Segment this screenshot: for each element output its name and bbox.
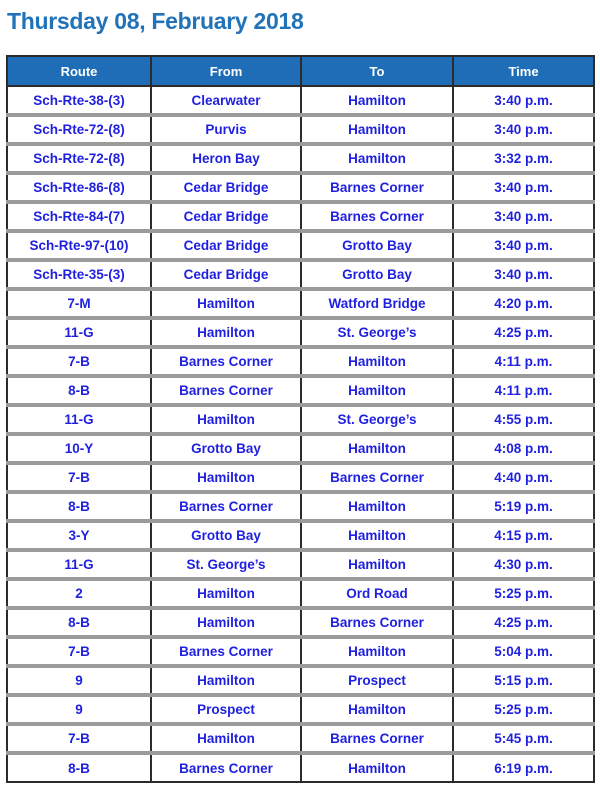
table-row: [7, 173, 594, 202]
cell-from: Barnes Corner: [151, 753, 301, 782]
cell-to: Hamilton: [301, 492, 453, 521]
cell-from: Cedar Bridge: [151, 231, 301, 260]
cell-to: Hamilton: [301, 695, 453, 724]
table-row: [7, 376, 594, 405]
cell-route: 7-B: [7, 637, 151, 666]
schedule-table: [6, 55, 595, 783]
cell-to: St. George’s: [301, 318, 453, 347]
cell-to: Hamilton: [301, 434, 453, 463]
cell-time: 3:40 p.m.: [453, 173, 594, 202]
table-row: [7, 86, 594, 115]
cell-to: St. George’s: [301, 405, 453, 434]
cell-time: 5:04 p.m.: [453, 637, 594, 666]
cell-route: Sch-Rte-72-(8): [7, 144, 151, 173]
cell-route: 7-M: [7, 289, 151, 318]
cell-to: Hamilton: [301, 753, 453, 782]
cell-route: Sch-Rte-72-(8): [7, 115, 151, 144]
cell-from: Hamilton: [151, 724, 301, 753]
table-row: [7, 724, 594, 753]
cell-route: Sch-Rte-38-(3): [7, 86, 151, 115]
cell-route: 11-G: [7, 318, 151, 347]
cell-from: Hamilton: [151, 405, 301, 434]
cell-route: 3-Y: [7, 521, 151, 550]
cell-time: 4:40 p.m.: [453, 463, 594, 492]
table-row: [7, 550, 594, 579]
cell-from: Barnes Corner: [151, 492, 301, 521]
page-title: Thursday 08, February 2018: [7, 8, 304, 34]
cell-to: Barnes Corner: [301, 202, 453, 231]
cell-route: 7-B: [7, 724, 151, 753]
table-row: [7, 521, 594, 550]
cell-time: 3:40 p.m.: [453, 202, 594, 231]
cell-time: 4:20 p.m.: [453, 289, 594, 318]
cell-to: Hamilton: [301, 550, 453, 579]
cell-time: 4:11 p.m.: [453, 347, 594, 376]
cell-route: 8-B: [7, 492, 151, 521]
table-row: [7, 144, 594, 173]
cell-to: Barnes Corner: [301, 463, 453, 492]
column-header-time: Time: [453, 56, 594, 86]
schedule-table-header: [7, 56, 594, 86]
cell-from: Barnes Corner: [151, 376, 301, 405]
column-header-from: From: [151, 56, 301, 86]
cell-route: 11-G: [7, 550, 151, 579]
cell-from: Hamilton: [151, 318, 301, 347]
cell-time: 3:40 p.m.: [453, 231, 594, 260]
table-row: [7, 434, 594, 463]
cell-from: Cedar Bridge: [151, 173, 301, 202]
cell-to: Hamilton: [301, 144, 453, 173]
cell-to: Hamilton: [301, 86, 453, 115]
cell-route: 11-G: [7, 405, 151, 434]
cell-route: 9: [7, 695, 151, 724]
column-header-route: Route: [7, 56, 151, 86]
table-row: [7, 405, 594, 434]
table-row: [7, 579, 594, 608]
cell-from: Hamilton: [151, 289, 301, 318]
header-row: [7, 56, 594, 86]
cell-time: 4:11 p.m.: [453, 376, 594, 405]
cell-route: 8-B: [7, 608, 151, 637]
cell-to: Grotto Bay: [301, 260, 453, 289]
cell-time: 4:25 p.m.: [453, 318, 594, 347]
cell-route: 8-B: [7, 753, 151, 782]
cell-route: 7-B: [7, 463, 151, 492]
cell-to: Grotto Bay: [301, 231, 453, 260]
table-row: [7, 637, 594, 666]
cell-route: 2: [7, 579, 151, 608]
cell-time: 3:40 p.m.: [453, 86, 594, 115]
cell-to: Hamilton: [301, 347, 453, 376]
cell-time: 5:15 p.m.: [453, 666, 594, 695]
table-row: [7, 695, 594, 724]
table-row: [7, 347, 594, 376]
cell-from: Hamilton: [151, 579, 301, 608]
table-row: [7, 608, 594, 637]
cell-to: Barnes Corner: [301, 608, 453, 637]
cell-time: 5:25 p.m.: [453, 695, 594, 724]
cell-from: Barnes Corner: [151, 637, 301, 666]
cell-to: Hamilton: [301, 637, 453, 666]
cell-from: Hamilton: [151, 608, 301, 637]
table-row: [7, 318, 594, 347]
cell-from: Prospect: [151, 695, 301, 724]
cell-time: 3:40 p.m.: [453, 260, 594, 289]
cell-from: Hamilton: [151, 666, 301, 695]
cell-to: Barnes Corner: [301, 724, 453, 753]
cell-from: Purvis: [151, 115, 301, 144]
table-row: [7, 463, 594, 492]
cell-from: Grotto Bay: [151, 434, 301, 463]
cell-to: Barnes Corner: [301, 173, 453, 202]
cell-from: St. George’s: [151, 550, 301, 579]
cell-time: 4:25 p.m.: [453, 608, 594, 637]
cell-from: Grotto Bay: [151, 521, 301, 550]
cell-time: 6:19 p.m.: [453, 753, 594, 782]
cell-time: 4:15 p.m.: [453, 521, 594, 550]
cell-from: Cedar Bridge: [151, 202, 301, 231]
cell-time: 4:08 p.m.: [453, 434, 594, 463]
column-header-to: To: [301, 56, 453, 86]
table-row: [7, 753, 594, 782]
cell-route: Sch-Rte-97-(10): [7, 231, 151, 260]
table-row: [7, 666, 594, 695]
cell-from: Heron Bay: [151, 144, 301, 173]
schedule-table-body: [7, 86, 594, 782]
cell-route: Sch-Rte-84-(7): [7, 202, 151, 231]
cell-route: Sch-Rte-86-(8): [7, 173, 151, 202]
cell-time: 3:32 p.m.: [453, 144, 594, 173]
cell-time: 5:45 p.m.: [453, 724, 594, 753]
cell-to: Prospect: [301, 666, 453, 695]
cell-time: 5:25 p.m.: [453, 579, 594, 608]
cell-time: 5:19 p.m.: [453, 492, 594, 521]
cell-from: Hamilton: [151, 463, 301, 492]
table-row: [7, 202, 594, 231]
cell-route: 8-B: [7, 376, 151, 405]
table-row: [7, 260, 594, 289]
cell-to: Hamilton: [301, 376, 453, 405]
cell-from: Barnes Corner: [151, 347, 301, 376]
table-row: [7, 231, 594, 260]
table-row: [7, 115, 594, 144]
table-row: [7, 289, 594, 318]
cell-route: 10-Y: [7, 434, 151, 463]
cell-route: Sch-Rte-35-(3): [7, 260, 151, 289]
cell-route: 9: [7, 666, 151, 695]
cell-to: Hamilton: [301, 521, 453, 550]
cell-time: 4:30 p.m.: [453, 550, 594, 579]
table-row: [7, 492, 594, 521]
cell-from: Clearwater: [151, 86, 301, 115]
cell-time: 3:40 p.m.: [453, 115, 594, 144]
cell-route: 7-B: [7, 347, 151, 376]
cell-time: 4:55 p.m.: [453, 405, 594, 434]
cell-to: Hamilton: [301, 115, 453, 144]
cell-from: Cedar Bridge: [151, 260, 301, 289]
cell-to: Ord Road: [301, 579, 453, 608]
cell-to: Watford Bridge: [301, 289, 453, 318]
